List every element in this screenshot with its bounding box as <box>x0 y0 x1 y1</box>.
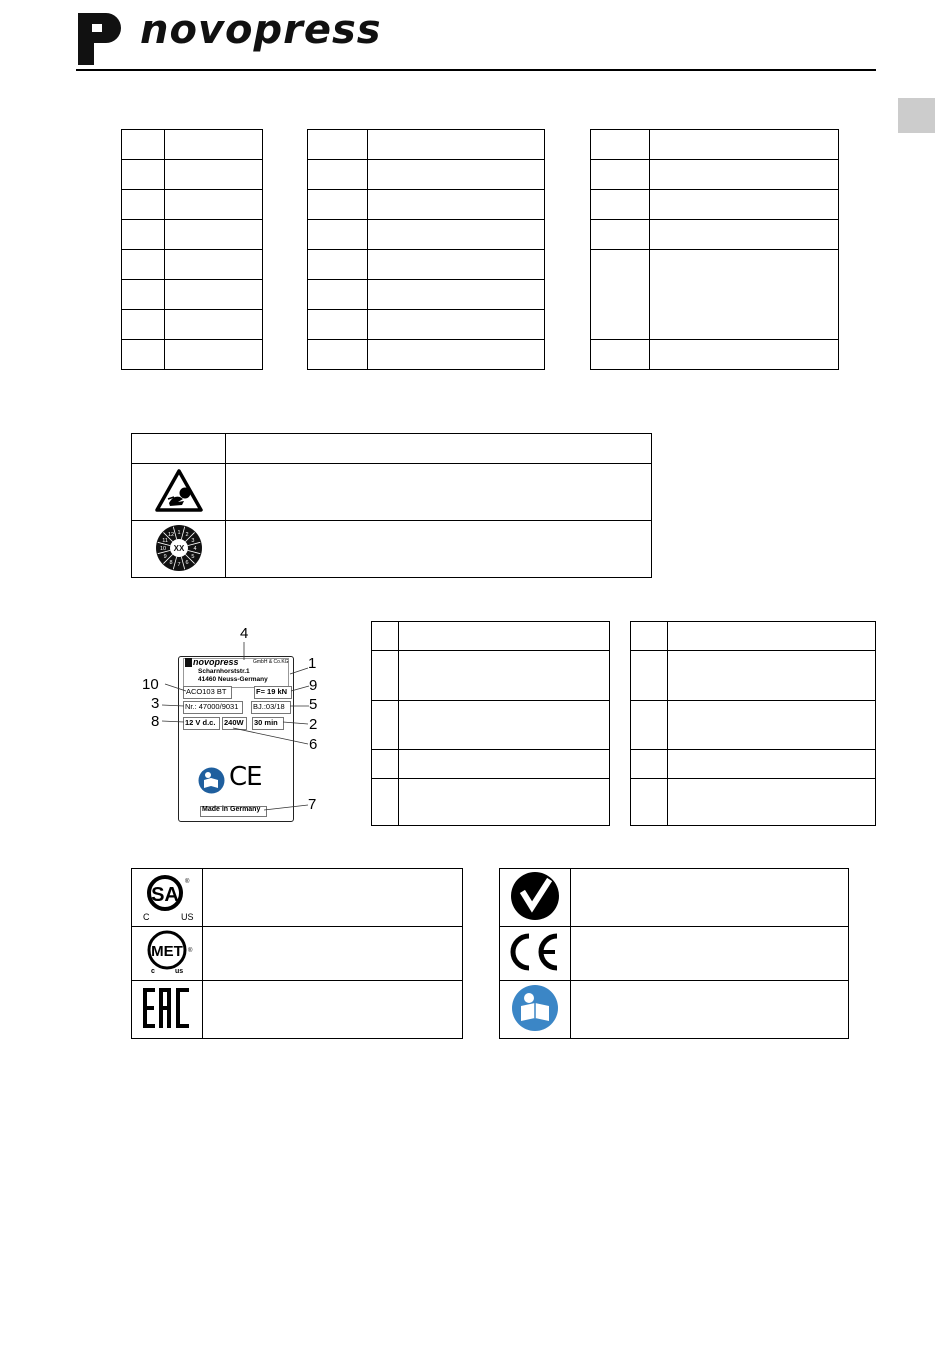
nameplate-year: BJ.:03/18 <box>253 702 285 711</box>
read-manual-icon <box>511 984 559 1032</box>
sticker-number: 3 <box>190 537 194 544</box>
table-row <box>631 779 876 826</box>
callout-9: 9 <box>309 677 318 694</box>
csa-label: SA <box>151 884 179 906</box>
sticker-number: 1 <box>176 529 181 536</box>
nameplate-power: 240W <box>224 718 244 727</box>
nameplate-made-in: Made in Germany <box>202 806 261 813</box>
sticker-number: 7 <box>176 561 181 568</box>
nameplate-street: Scharnhorststr.1 <box>198 668 250 675</box>
sticker-number: 9 <box>163 553 167 560</box>
callout-6: 6 <box>309 736 318 753</box>
table-row <box>591 340 839 370</box>
ce-mark-icon <box>507 930 563 974</box>
table-row <box>132 521 652 578</box>
sticker-center-label: XX <box>173 543 184 553</box>
table-row <box>122 190 263 220</box>
nameplate-figure <box>140 622 330 822</box>
callout-10: 10 <box>142 676 159 693</box>
table-row <box>132 464 652 521</box>
table-row <box>500 981 849 1039</box>
eac-mark-icon <box>139 984 195 1032</box>
table-row <box>308 190 545 220</box>
table-row <box>132 981 463 1039</box>
callout-7: 7 <box>308 796 317 813</box>
csa-us-mark-icon <box>137 871 197 921</box>
hand-crush-warning-icon <box>154 468 204 514</box>
nameplate-voltage: 12 V d.c. <box>185 718 216 727</box>
sticker-number: 12 <box>167 531 174 538</box>
sticker-number: 6 <box>184 559 189 566</box>
table-row <box>631 701 876 750</box>
table-row <box>122 310 263 340</box>
nameplate-duty: 30 min <box>254 718 278 727</box>
legend-table-c <box>590 129 839 370</box>
met-sub-right: us <box>175 968 184 975</box>
table-row <box>372 622 610 651</box>
nameplate-serial: Nr.: 47000/9031 <box>185 702 239 711</box>
table-row <box>591 250 839 340</box>
sticker-number: 11 <box>161 537 168 544</box>
callout-2: 2 <box>309 716 318 733</box>
table-row <box>372 651 610 701</box>
nameplate-company: GmbH & Co.KG <box>253 659 289 665</box>
met-mark-icon <box>137 929 197 975</box>
legend-table-a <box>121 129 263 370</box>
nameplate-brand: novopress <box>193 657 239 667</box>
table-row <box>308 340 545 370</box>
table-row <box>122 160 263 190</box>
table-row <box>631 651 876 701</box>
sticker-number: 2 <box>184 531 189 538</box>
callout-5: 5 <box>309 696 318 713</box>
table-row <box>308 310 545 340</box>
csa-sub-left: C <box>143 912 150 921</box>
sticker-number: 10 <box>159 545 166 552</box>
nameplate-force: F= 19 kN <box>256 687 288 696</box>
rcm-mark-icon <box>510 871 560 921</box>
table-row <box>591 220 839 250</box>
callout-leaders <box>140 622 330 822</box>
nameplate-city: 41460 Neuss-Germany <box>198 676 268 683</box>
legend-table-b <box>307 129 545 370</box>
callout-4: 4 <box>240 625 249 642</box>
table-row <box>132 869 463 927</box>
met-sub-left: c <box>151 968 155 975</box>
table-row <box>500 927 849 981</box>
callout-1: 1 <box>308 655 317 672</box>
table-row <box>591 130 839 160</box>
table-row <box>122 280 263 310</box>
certification-table-left <box>131 868 463 1039</box>
table-row <box>500 869 849 927</box>
table-row <box>308 160 545 190</box>
nameplate-legend-left <box>371 621 610 826</box>
csa-reg: ® <box>185 879 190 885</box>
header-divider <box>76 69 876 71</box>
table-row <box>631 622 876 651</box>
table-row <box>122 340 263 370</box>
table-row <box>122 130 263 160</box>
callout-3: 3 <box>151 695 160 712</box>
sticker-number: 8 <box>168 559 173 566</box>
table-row <box>591 190 839 220</box>
met-label: MET <box>151 943 183 960</box>
table-row <box>308 220 545 250</box>
table-row <box>308 280 545 310</box>
safety-symbols-table <box>131 433 652 578</box>
table-row <box>308 130 545 160</box>
novopress-logo-icon <box>76 11 122 67</box>
table-row <box>132 434 652 464</box>
nameplate-model: ACO103 BT <box>186 687 227 696</box>
table-row <box>122 250 263 280</box>
table-row <box>372 701 610 750</box>
brand-wordmark: novopress <box>140 7 382 53</box>
chapter-tab <box>898 98 935 133</box>
table-row <box>372 750 610 779</box>
nameplate-legend-right <box>630 621 876 826</box>
table-row <box>122 220 263 250</box>
certification-table-right <box>499 868 849 1039</box>
inspection-date-sticker-icon <box>155 524 203 572</box>
table-row <box>631 750 876 779</box>
callout-8: 8 <box>151 713 160 730</box>
table-row <box>308 250 545 280</box>
table-row <box>591 160 839 190</box>
sticker-number: 4 <box>192 545 197 552</box>
table-row <box>372 779 610 826</box>
csa-sub-right: US <box>181 912 194 921</box>
met-reg: ® <box>188 948 193 954</box>
ce-mark-icon: CE <box>229 762 262 792</box>
sticker-number: 5 <box>190 553 194 560</box>
table-row <box>132 927 463 981</box>
